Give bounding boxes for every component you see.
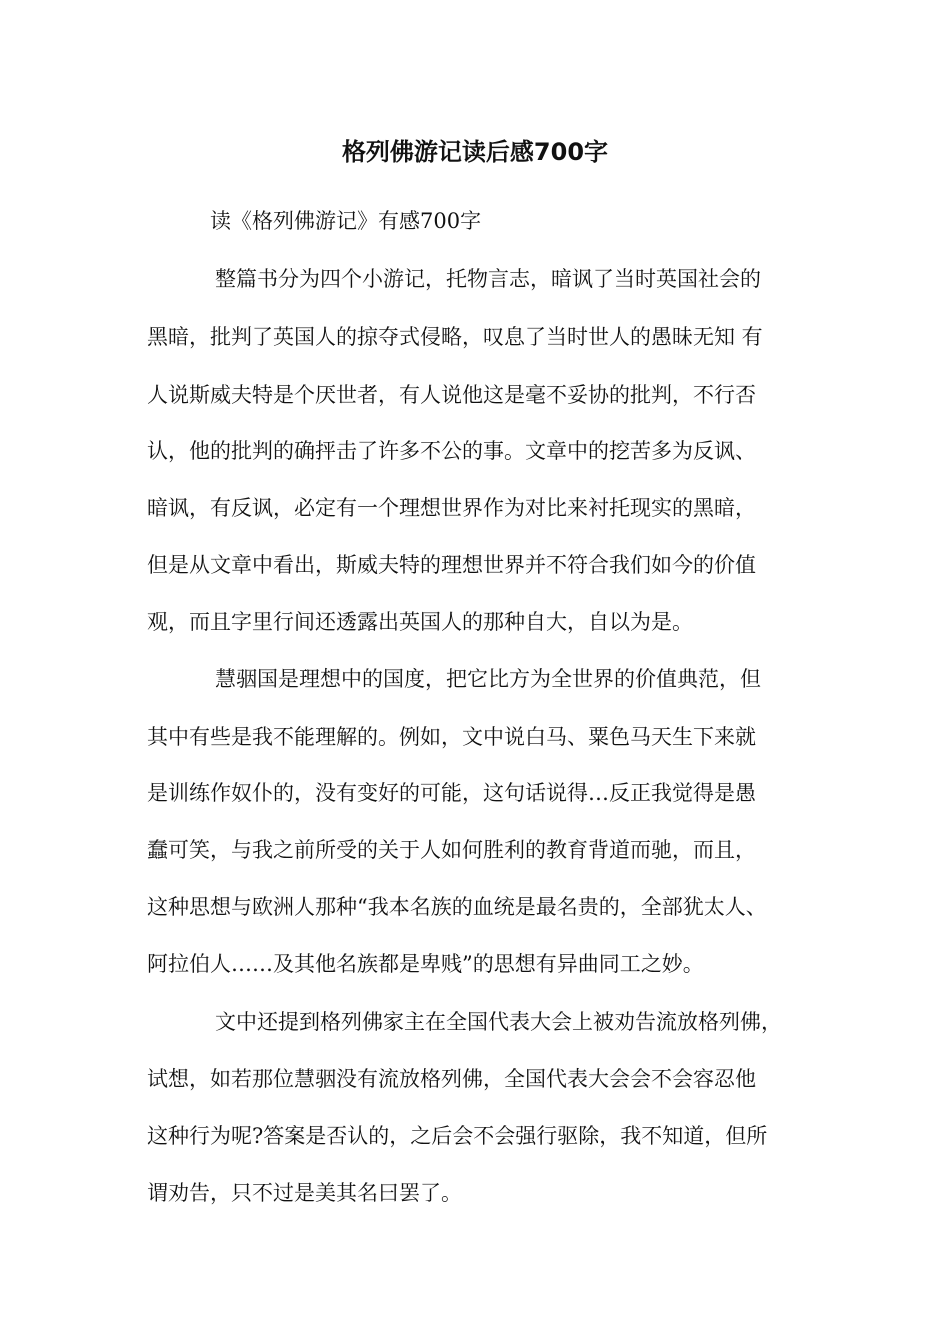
paragraph-3-line-4: 谓劝告，只不过是美其名曰罢了。 <box>147 1181 462 1205</box>
paragraph-1-line-3: 人说斯威夫特是个厌世者，有人说他这是毫不妥协的批判，不行否 <box>147 383 756 407</box>
paragraph-3-line-1: 文中还提到格列佛家主在全国代表大会上被劝告流放格列佛， <box>215 1010 782 1034</box>
paragraph-1-line-5: 暗讽，有反讽，必定有一个理想世界作为对比来衬托现实的黑暗， <box>147 496 756 520</box>
paragraph-2-line-5: 这种思想与欧洲人那种“我本名族的血统是最名贵的，全部犹太人、 <box>147 895 767 919</box>
document-subtitle: 读《格列佛游记》有感700字 <box>210 209 482 233</box>
paragraph-2-line-1: 慧骃国是理想中的国度，把它比方为全世界的价值典范，但 <box>215 667 761 691</box>
paragraph-1-line-1: 整篇书分为四个小游记，托物言志，暗讽了当时英国社会的 <box>215 267 761 291</box>
paragraph-2-line-2: 其中有些是我不能理解的。例如，文中说白马、粟色马天生下来就 <box>147 725 756 749</box>
paragraph-1-line-2: 黑暗，批判了英国人的掠夺式侵略，叹息了当时世人的愚昧无知 有 <box>147 325 763 349</box>
paragraph-2-line-3: 是训练作奴仆的，没有变好的可能，这句话说得…反正我觉得是愚 <box>147 781 756 805</box>
document-title: 格列佛游记读后感700字 <box>341 138 609 166</box>
paragraph-2-line-6: 阿拉伯人……及其他名族都是卑贱”的思想有异曲同工之妙。 <box>147 952 704 976</box>
paragraph-1-line-7: 观，而且字里行间还透露出英国人的那种自大，自以为是。 <box>147 610 693 634</box>
paragraph-3-line-2: 试想，如若那位慧骃没有流放格列佛，全国代表大会会不会容忍他 <box>147 1067 756 1091</box>
paragraph-1-line-4: 认，他的批判的确抨击了许多不公的事。文章中的挖苦多为反讽、 <box>147 439 756 463</box>
paragraph-1-line-6: 但是从文章中看出，斯威夫特的理想世界并不符合我们如今的价值 <box>147 553 756 577</box>
paragraph-2-line-4: 蠢可笑，与我之前所受的关于人如何胜利的教育背道而驰，而且， <box>147 838 756 862</box>
paragraph-3-line-3: 这种行为呢?答案是否认的，之后会不会强行驱除，我不知道，但所 <box>147 1124 768 1148</box>
